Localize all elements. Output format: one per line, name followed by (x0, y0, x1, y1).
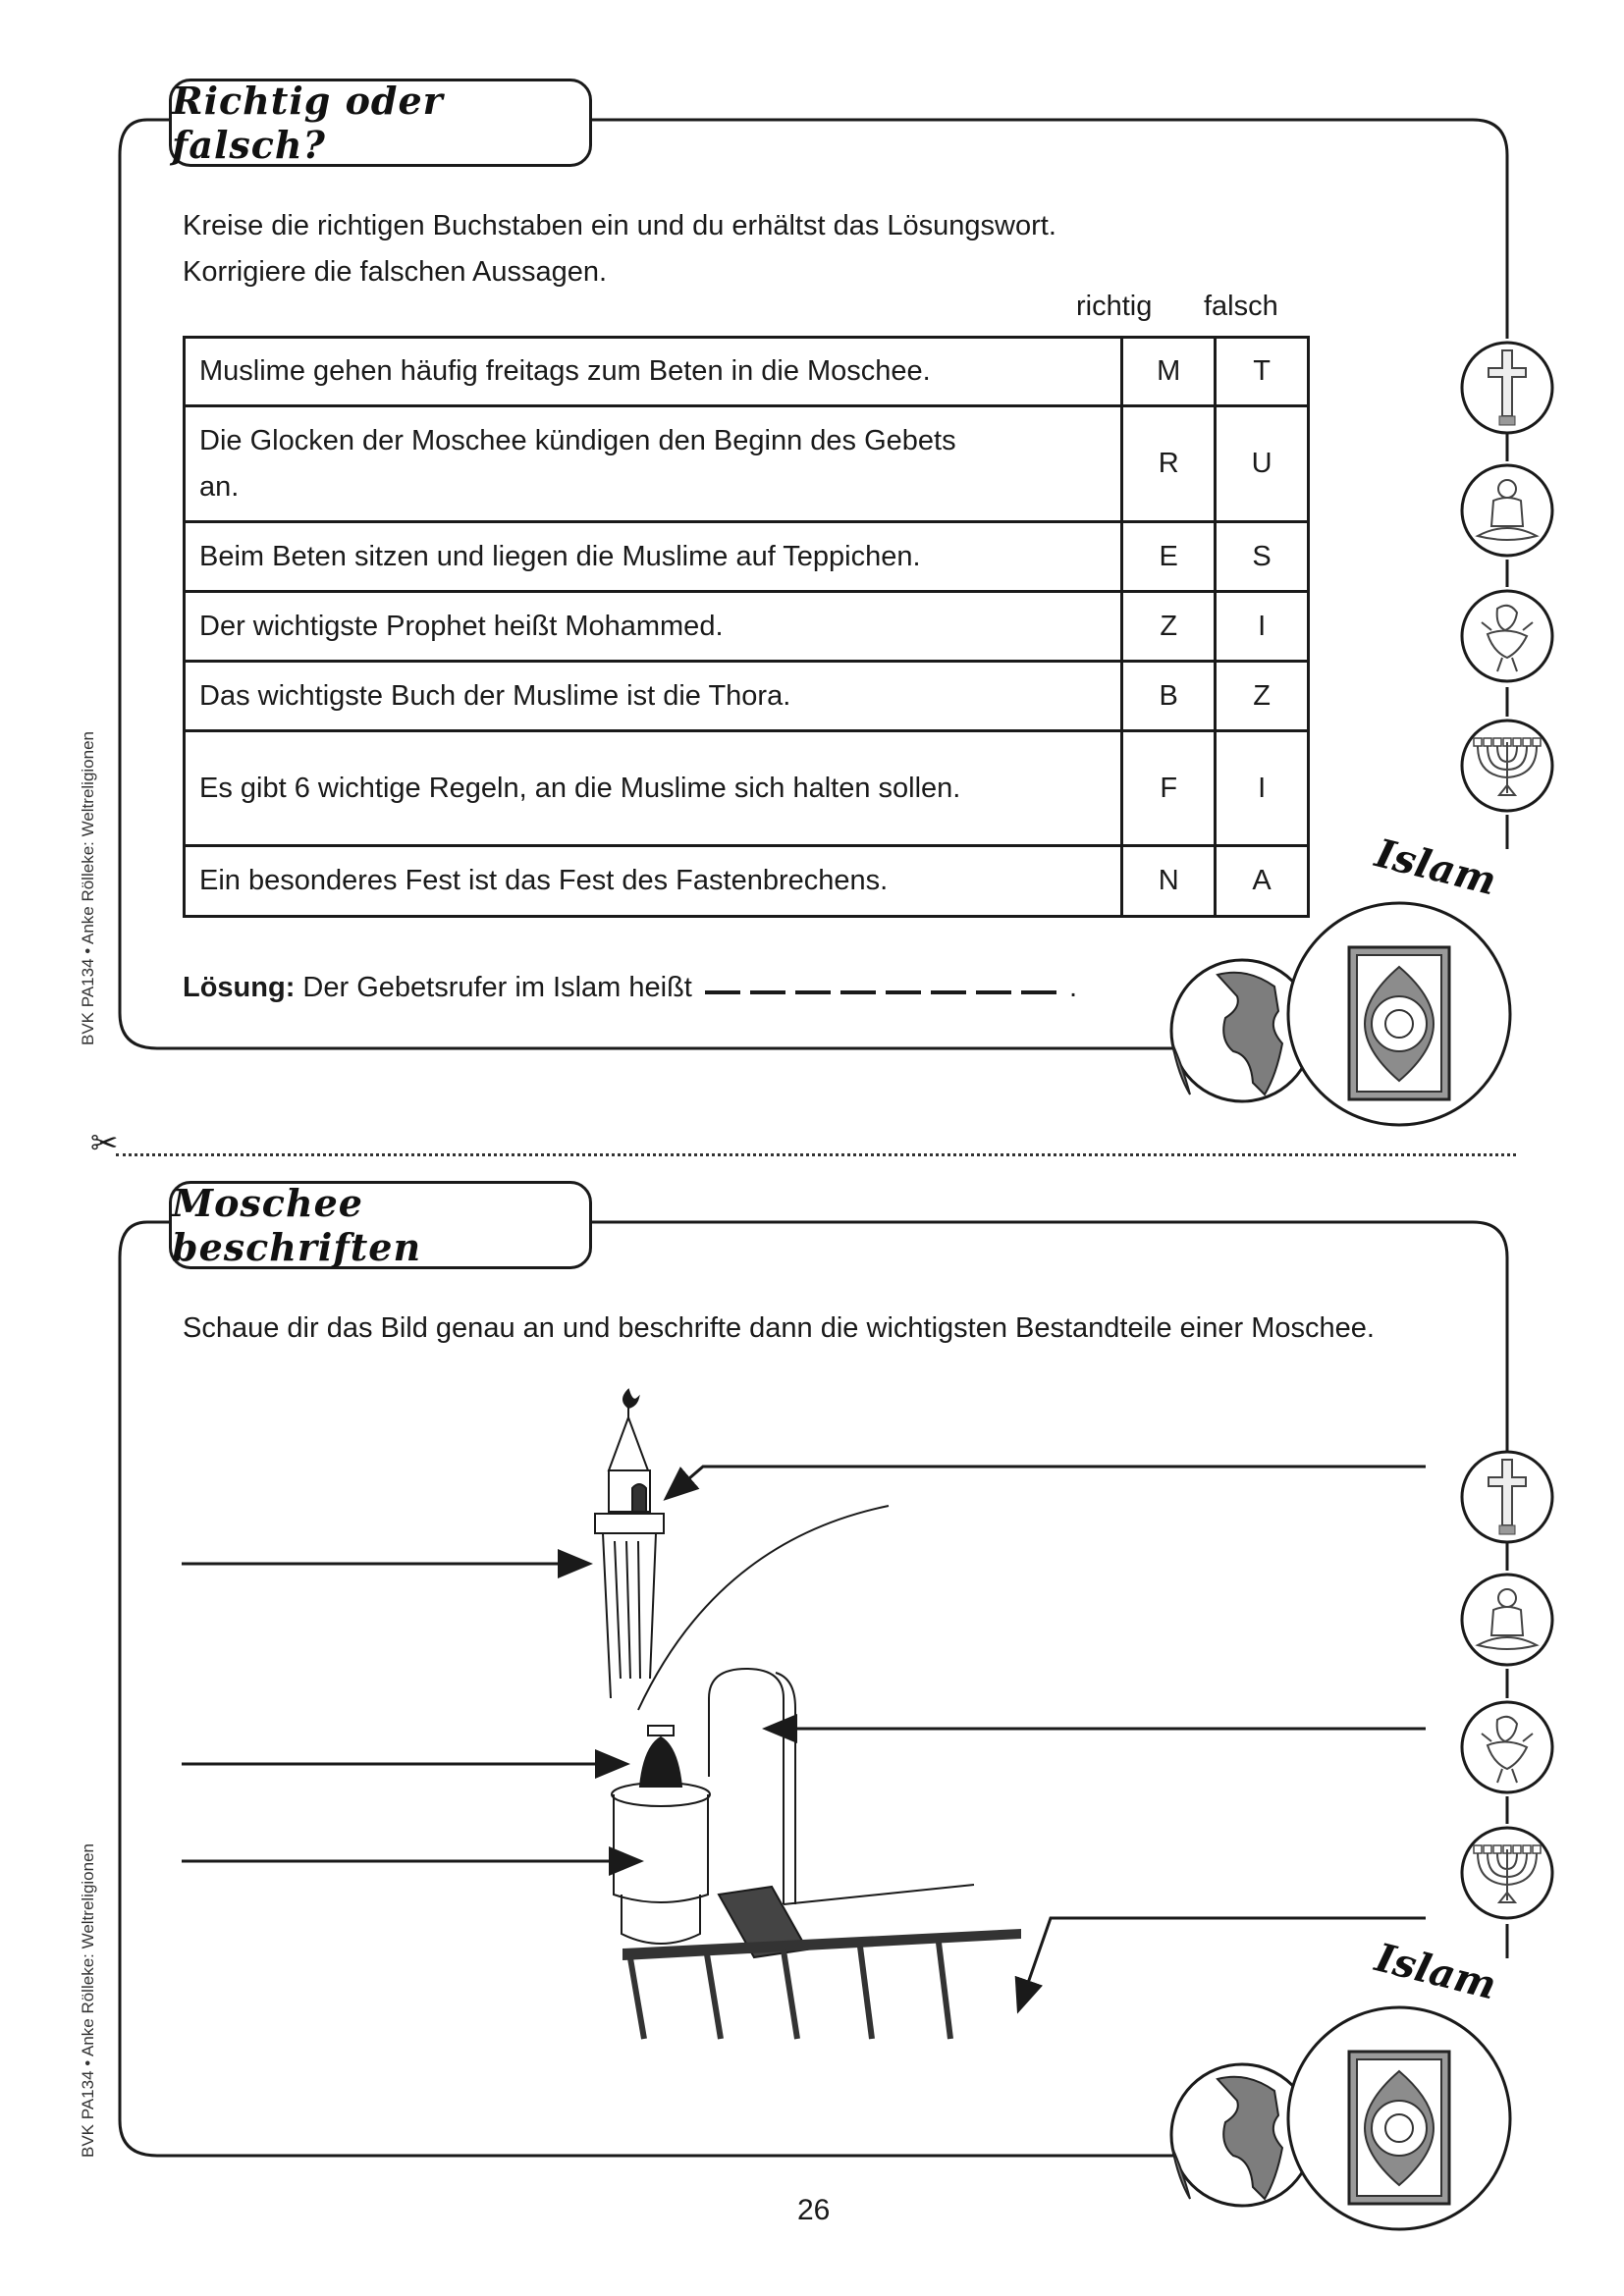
statement: Das wichtigste Buch der Muslime ist die Thora. (185, 662, 1122, 731)
letter-falsch[interactable]: I (1216, 731, 1309, 846)
solution-line (183, 972, 1077, 1004)
instruction-line-1: Kreise die richtigen Buchstaben ein und du erhältst das Lösungswort. (183, 210, 1056, 241)
statement: Der wichtigste Prophet heißt Mohammed. (185, 592, 1122, 662)
letter-richtig[interactable]: B (1122, 662, 1216, 731)
ganesha-icon (1458, 1698, 1556, 1796)
menorah-icon (1458, 1824, 1556, 1922)
side-credit-top: BVK PA134 • Anke Rölleke: Weltreligionen (79, 730, 97, 1045)
letter-richtig[interactable]: M (1122, 338, 1216, 406)
section1-title: Richtig oder falsch? (172, 79, 444, 167)
statement: Muslime gehen häufig freitags zum Beten in die Moschee. (185, 338, 1122, 406)
table-row (185, 592, 1309, 662)
solution-text: Der Gebetsrufer im Islam heißt (302, 972, 692, 1003)
cross-icon (1458, 1448, 1556, 1546)
letter-falsch[interactable]: Z (1216, 662, 1309, 731)
section1-title-box (169, 79, 592, 167)
letter-richtig[interactable]: Z (1122, 592, 1216, 662)
page-number: 26 (797, 2194, 831, 2226)
statement: Ein besonderes Fest ist das Fest des Fastenbrechens. (185, 846, 1122, 917)
letter-richtig[interactable]: F (1122, 731, 1216, 846)
cross-icon (1458, 339, 1556, 437)
quran-icon (1286, 2002, 1512, 2233)
buddha-icon (1458, 461, 1556, 560)
section2-instruction: Schaue dir das Bild genau an und beschrifte dann die wichtigsten Bestandteile einer Moschee. (183, 1312, 1375, 1344)
true-false-table (183, 336, 1310, 918)
column-header-falsch: falsch (1204, 291, 1278, 322)
table-row (185, 846, 1309, 917)
side-credit-bottom: BVK PA134 • Anke Rölleke: Weltreligionen (79, 1842, 97, 2158)
scissors-icon: ✂ (90, 1125, 119, 1162)
islam-label: Islam (1371, 829, 1501, 905)
ganesha-icon (1458, 587, 1556, 685)
letter-richtig[interactable]: R (1122, 406, 1216, 522)
letter-falsch[interactable]: I (1216, 592, 1309, 662)
section2-title-box (169, 1181, 592, 1269)
table-row (185, 731, 1309, 846)
menorah-icon (1458, 717, 1556, 815)
instruction-line-2: Korrigiere die falschen Aussagen. (183, 256, 608, 288)
section2-title: Moschee beschriften (172, 1181, 422, 1269)
letter-falsch[interactable]: T (1216, 338, 1309, 406)
table-row (185, 522, 1309, 592)
letter-richtig[interactable]: N (1122, 846, 1216, 917)
column-header-richtig: richtig (1076, 291, 1153, 322)
letter-falsch[interactable]: U (1216, 406, 1309, 522)
solution-end: . (1069, 972, 1078, 1003)
carpet-illustration (619, 1929, 1031, 2042)
mosque-illustration (550, 1384, 1041, 1973)
statement: Beim Beten sitzen und liegen die Muslime auf Teppichen. (185, 522, 1122, 592)
letter-falsch[interactable]: A (1216, 846, 1309, 917)
quran-icon (1286, 898, 1512, 1129)
letter-falsch[interactable]: S (1216, 522, 1309, 592)
solution-label: Lösung: (183, 972, 296, 1003)
table-row (185, 338, 1309, 406)
statement: Die Glocken der Moschee kündigen den Beginn des Gebets an. (185, 406, 1122, 522)
section1-instructions (183, 203, 1056, 295)
islam-label: Islam (1371, 1934, 1501, 2009)
letter-richtig[interactable]: E (1122, 522, 1216, 592)
table-row (185, 662, 1309, 731)
table-row (185, 406, 1309, 522)
buddha-icon (1458, 1571, 1556, 1669)
cut-line (116, 1153, 1516, 1156)
statement: Es gibt 6 wichtige Regeln, an die Muslime sich halten sollen. (185, 731, 1122, 846)
solution-blanks[interactable] (700, 972, 1069, 1003)
